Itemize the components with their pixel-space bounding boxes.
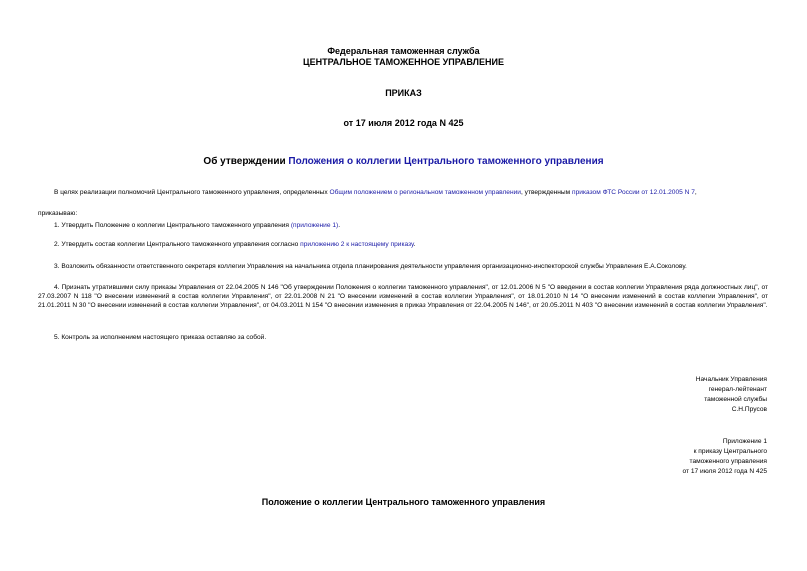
agency-name: Федеральная таможенная служба (327, 46, 480, 56)
item-2-end: . (413, 241, 416, 248)
item-3: 3. Возложить обязанности ответственного секретаря коллегии Управления на начальника отдела планирования деятельности управления организационно-инспекторской службы Управления Е.А.Соколову. (54, 263, 687, 270)
appendix-block (683, 437, 768, 477)
item-5: 5. Контроль за исполнением настоящего приказа оставляю за собой. (54, 334, 267, 341)
doc-date: от 17 июля 2012 года N 425 (343, 118, 464, 128)
item-2 (54, 240, 416, 249)
intro-link-regulation[interactable]: Общим положением о региональном таможенном управлении (329, 189, 521, 196)
appendix-line-2: к приказу Центрального (693, 448, 767, 455)
item-2-link[interactable]: приложению 2 к настоящему приказу (300, 241, 414, 248)
signature-line-1: Начальник Управления (695, 376, 767, 383)
department-name: ЦЕНТРАЛЬНОЕ ТАМОЖЕННОЕ УПРАВЛЕНИЕ (303, 57, 504, 67)
item-2-text: 2. Утвердить состав коллегии Центрального таможенного управления согласно (54, 241, 301, 248)
appendix-line-4: от 17 июля 2012 года N 425 (682, 468, 767, 475)
item-1-end: . (338, 222, 341, 229)
intro-paragraph (54, 188, 697, 197)
item-1-text: 1. Утвердить Положение о коллегии Центрального таможенного управления (54, 222, 291, 229)
section-title: Положение о коллегии Центрального таможенного управления (261, 497, 546, 507)
intro-text-3: , (694, 189, 697, 196)
item-4: 4. Признать утратившими силу приказы Управления от 22.04.2005 N 146 "Об утверждении Положения о коллегии таможенного управления", от 12.01.2006 N 5 "О введении в состав коллегии Управления ряда должностных лиц", от 27.03.2007 N 118 "О внесении изменений в состав коллегии Управления", от 22.01.2008 N 21 "О внесении изменений в состав коллегии Управления", от 18.01.2010 N 14 "О внесении изменений в состав коллегии Управления", от 21.01.2011 N 30 "О внесении изменений в состав коллегии Управления", от 04.03.2011 N 154 "О внесении изменения в приказ Управления от 22.04.2005 N 146", от 20.05.2011 N 403 "О внесении изменений в состав коллегии Управления". (38, 284, 768, 309)
signature-line-2: генерал-лейтенант (708, 386, 767, 393)
signature-line-3: таможенной службы (704, 396, 767, 403)
title-link[interactable]: Положения о коллегии Центрального таможенного управления (288, 156, 604, 167)
doc-title (0, 156, 807, 167)
signature-block (696, 375, 767, 415)
intro-link-order[interactable]: приказом ФТС России от 12.01.2005 N 7 (572, 189, 695, 196)
appendix-line-3: таможенного управления (689, 458, 767, 465)
item-1 (54, 221, 340, 230)
signature-line-4: С.Н.Прусов (731, 406, 767, 413)
intro-text-1: В целях реализации полномочий Центрального таможенного управления, определенных (54, 189, 330, 196)
item-1-link[interactable]: (приложение 1) (290, 222, 339, 229)
title-prefix: Об утверждении (203, 156, 289, 167)
appendix-line-1: Приложение 1 (722, 438, 767, 445)
doc-type: ПРИКАЗ (385, 88, 422, 98)
intro-text-2: , утвержденным (520, 189, 573, 196)
order-word: приказываю: (38, 210, 78, 217)
